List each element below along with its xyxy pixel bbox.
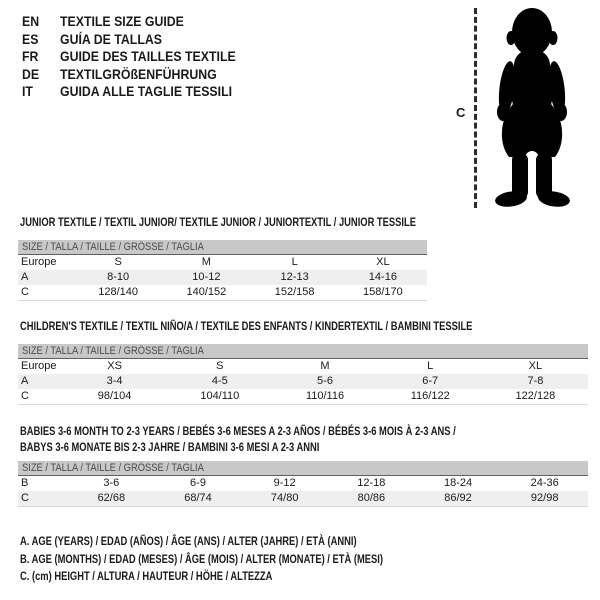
lang-row-es bbox=[22, 31, 260, 49]
babies-table-title-line1: BABIES 3-6 MONTH TO 2-3 YEARS / BEBÉS 3-6 MESES A 2-3 AÑOS / BÉBÉS 3-6 MOIS À 2-3 ANS / bbox=[20, 424, 456, 438]
size-header-bar bbox=[18, 344, 588, 359]
lang-code: DE bbox=[22, 65, 40, 82]
table-row bbox=[18, 359, 588, 374]
babies-table-title-line2: BABYS 3-6 MONATE BIS 2-3 JAHRE / BAMBINI 3-6 MESI A 2-3 ANNI bbox=[20, 440, 320, 454]
lang-label: TEXTILE SIZE GUIDE bbox=[60, 13, 184, 29]
footnote-b-text: B. AGE (MONTHS) / EDAD (MESES) / ÂGE (MOIS) / ALTER (MONATE) / ETÀ (MESI) bbox=[20, 551, 383, 566]
size-cell: XS bbox=[107, 360, 122, 372]
size-cell: M bbox=[320, 360, 330, 372]
size-cell: L bbox=[427, 360, 434, 372]
height-cell: 74/80 bbox=[270, 492, 299, 504]
children-table-title bbox=[20, 318, 600, 334]
row-label: A bbox=[21, 375, 29, 387]
size-header-label: SIZE / TALLA / TAILLE / GRÖSSE / TAGLIA bbox=[22, 345, 204, 357]
row-label: Europe bbox=[21, 360, 57, 372]
lang-code: EN bbox=[22, 13, 40, 29]
age-cell: 6-7 bbox=[422, 375, 439, 387]
table-row bbox=[18, 374, 588, 389]
row-label: A bbox=[21, 271, 29, 283]
footnotes-block bbox=[20, 533, 485, 586]
age-cell: 5-6 bbox=[317, 375, 333, 387]
height-cell: 92/98 bbox=[530, 492, 559, 504]
row-label: Europe bbox=[21, 256, 57, 268]
language-header-block bbox=[22, 13, 260, 101]
size-cell: M bbox=[201, 256, 211, 268]
children-table-title-text: CHILDREN'S TEXTILE / TEXTIL NIÑO/A / TEXTILE DES ENFANTS / KINDERTEXTIL / BAMBINI TESSILE bbox=[20, 319, 473, 333]
height-cell: 110/116 bbox=[305, 390, 345, 402]
lang-label: TEXTILGRÖßENFÜHRUNG bbox=[60, 65, 217, 82]
size-header-bar bbox=[18, 240, 427, 255]
lang-label: GUÍA DE TALLAS bbox=[60, 30, 162, 47]
lang-row-fr bbox=[22, 48, 260, 66]
babies-textile-table bbox=[18, 461, 588, 507]
row-label: B bbox=[21, 477, 29, 489]
row-label: C bbox=[21, 286, 29, 298]
size-cell: S bbox=[114, 256, 122, 268]
height-cell: 152/158 bbox=[274, 286, 315, 298]
height-cell: 128/140 bbox=[98, 286, 138, 298]
lang-code: FR bbox=[22, 48, 39, 64]
lang-code: IT bbox=[22, 83, 33, 99]
table-row bbox=[18, 285, 427, 300]
lang-code: ES bbox=[22, 30, 39, 47]
height-cell: 104/110 bbox=[200, 390, 240, 402]
height-measure-label: C bbox=[456, 105, 466, 120]
height-cell: 122/128 bbox=[515, 390, 556, 402]
lang-label: GUIDE DES TAILLES TEXTILE bbox=[60, 48, 236, 64]
footnote-c bbox=[20, 568, 485, 586]
age-cell: 24-36 bbox=[530, 477, 559, 489]
table-row bbox=[18, 255, 427, 270]
age-cell: 7-8 bbox=[527, 375, 544, 387]
age-cell: 6-9 bbox=[190, 477, 206, 489]
row-label: C bbox=[21, 390, 29, 402]
lang-label: GUIDA ALLE TAGLIE TESSILI bbox=[60, 83, 233, 99]
footnote-c-text: C. (cm) HEIGHT / ALTURA / HAUTEUR / HÖHE / ALTEZZA bbox=[20, 569, 273, 583]
age-cell: 9-12 bbox=[273, 477, 296, 489]
footnote-b bbox=[20, 551, 485, 569]
age-cell: 3-4 bbox=[106, 375, 123, 387]
lang-row-en bbox=[22, 13, 260, 31]
height-cell: 62/68 bbox=[97, 492, 126, 504]
age-cell: 8-10 bbox=[107, 271, 130, 283]
footnote-a bbox=[20, 533, 485, 551]
age-cell: 14-16 bbox=[368, 271, 397, 283]
lang-row-it bbox=[22, 83, 260, 101]
age-cell: 12-18 bbox=[357, 477, 386, 489]
size-header-label: SIZE / TALLA / TAILLE / GRÖSSE / TAGLIA bbox=[22, 462, 204, 474]
size-cell: XL bbox=[376, 256, 390, 268]
table-row bbox=[18, 270, 427, 285]
lang-row-de bbox=[22, 66, 260, 84]
age-cell: 3-6 bbox=[103, 477, 120, 489]
junior-table-title bbox=[20, 214, 528, 230]
baby-silhouette-icon bbox=[486, 6, 578, 208]
size-header-label: SIZE / TALLA / TAILLE / GRÖSSE / TAGLIA bbox=[22, 241, 204, 253]
babies-table-title bbox=[20, 423, 579, 455]
age-cell: 10-12 bbox=[192, 271, 221, 283]
row-label: C bbox=[21, 492, 29, 504]
age-cell: 12-13 bbox=[280, 271, 309, 283]
table-row bbox=[18, 476, 588, 491]
height-cell: 68/74 bbox=[184, 492, 212, 504]
age-cell: 4-5 bbox=[211, 375, 228, 387]
size-cell: L bbox=[291, 256, 298, 268]
table-row bbox=[18, 491, 588, 506]
height-cell: 158/170 bbox=[362, 286, 403, 298]
height-cell: 98/104 bbox=[97, 390, 132, 402]
height-cell: 80/86 bbox=[357, 492, 386, 504]
height-cell: 86/92 bbox=[444, 492, 472, 504]
age-cell: 18-24 bbox=[443, 477, 473, 489]
junior-textile-table bbox=[18, 240, 427, 301]
footnote-a-text: A. AGE (YEARS) / EDAD (AÑOS) / ÂGE (ANS) / ALTER (JAHRE) / ETÀ (ANNI) bbox=[20, 534, 357, 548]
size-cell: S bbox=[216, 360, 224, 372]
size-cell: XL bbox=[528, 360, 543, 372]
table-row bbox=[18, 389, 588, 404]
height-cell: 140/152 bbox=[186, 286, 227, 298]
children-textile-table bbox=[18, 344, 588, 405]
height-measure-line bbox=[474, 8, 477, 208]
height-cell: 116/122 bbox=[410, 390, 450, 402]
size-header-bar bbox=[18, 461, 588, 476]
junior-table-title-text: JUNIOR TEXTILE / TEXTIL JUNIOR/ TEXTILE JUNIOR / JUNIORTEXTIL / JUNIOR TESSILE bbox=[20, 215, 416, 229]
